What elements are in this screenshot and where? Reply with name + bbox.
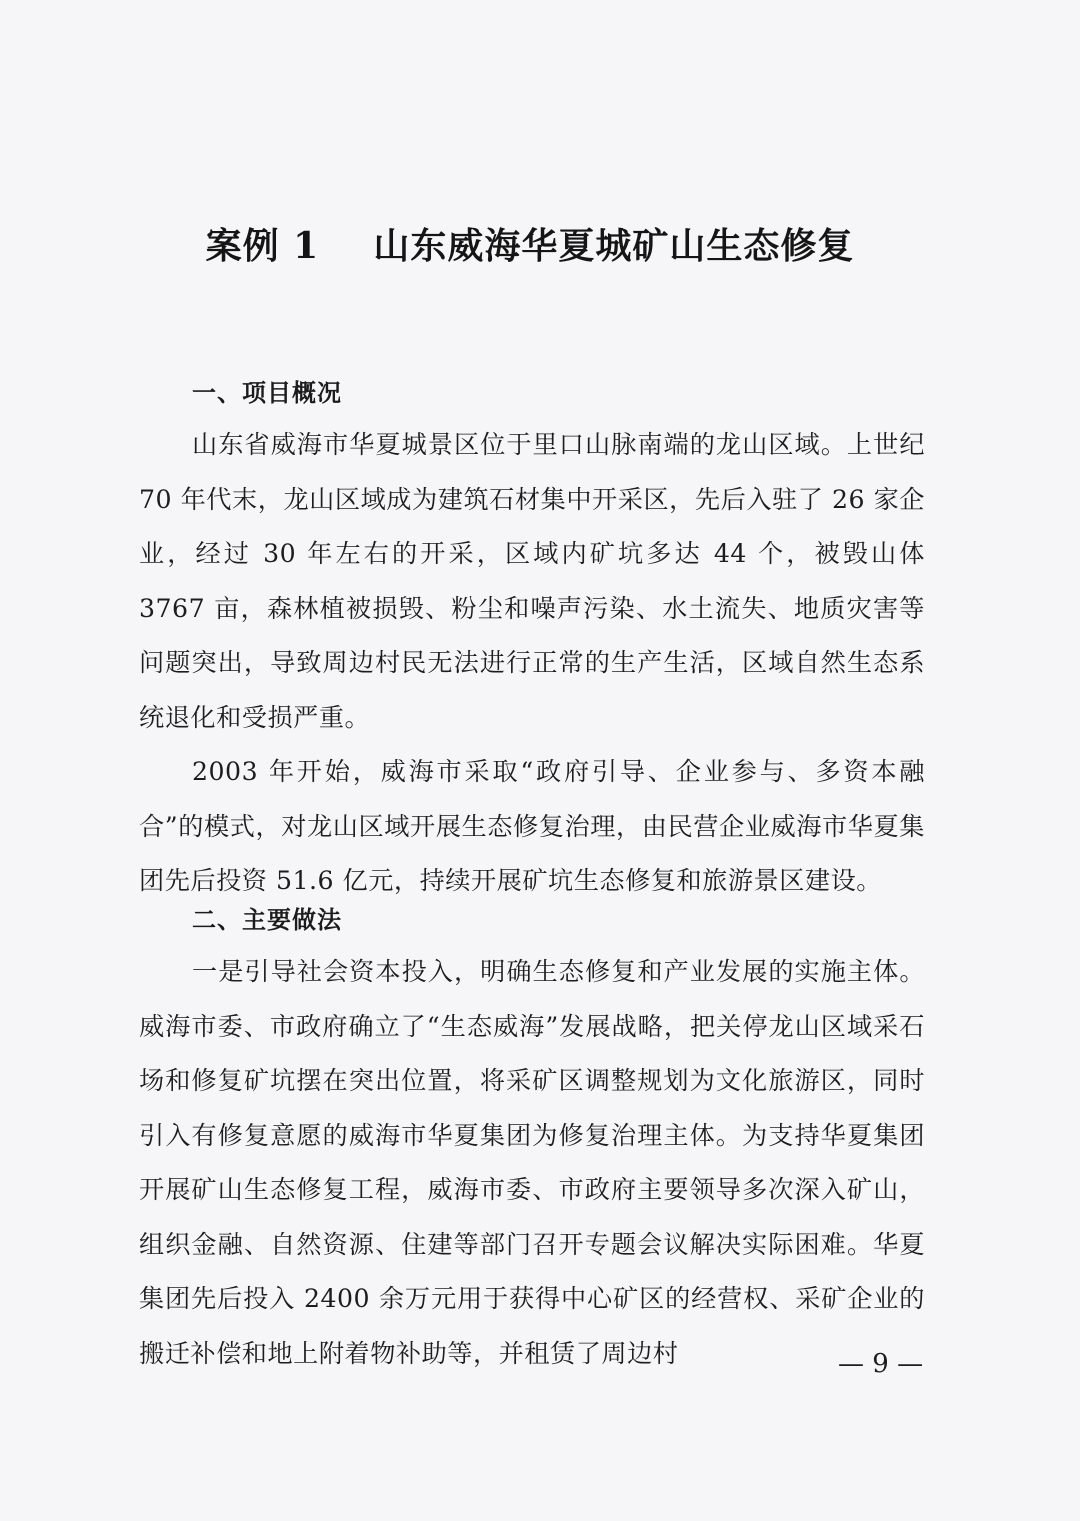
paragraph-overview-1: 山东省威海市华夏城景区位于里口山脉南端的龙山区域。上世纪 70 年代末，龙山区域成为建筑石材集中开采区，先后入驻了 26 家企业，经过 30 年左右的开采，区域内矿坑多达 44 个，被毁山体 3767 亩，森林植被损毁、粉尘和噪声污染、水土流失、地质灾害等问题突出，导致周边村民无法进行正常的生产生活，区域自然生态系统退化和受损严重。 xyxy=(139,430,925,732)
paragraph-overview-2: 2003 年开始，威海市采取“政府引导、企业参与、多资本融合”的模式，对龙山区域开展生态修复治理，由民营企业威海市华夏集团先后投资 51.6 亿元，持续开展矿坑生态修复和旅游景区建设。 xyxy=(139,757,925,895)
page-title: 案例 1 山东威海华夏城矿山生态修复 xyxy=(205,225,855,267)
page-number: — 9 — xyxy=(838,1349,924,1379)
section-heading-overview: 一、项目概况 xyxy=(192,379,342,407)
paragraph-methods-1: 一是引导社会资本投入，明确生态修复和产业发展的实施主体。威海市委、市政府确立了“生态威海”发展战略，把关停龙山区域采石场和修复矿坑摆在突出位置，将采矿区调整规划为文化旅游区，同时引入有修复意愿的威海市华夏集团为修复治理主体。为支持华夏集团开展矿山生态修复工程，威海市委、市政府主要领导多次深入矿山，组织金融、自然资源、住建等部门召开专题会议解决实际困难。华夏集团先后投入 2400 余万元用于获得中心矿区的经营权、采矿企业的搬迁补偿和地上附着物补助等，并租赁了周边村 xyxy=(139,957,925,1368)
section-heading-methods: 二、主要做法 xyxy=(192,906,342,934)
